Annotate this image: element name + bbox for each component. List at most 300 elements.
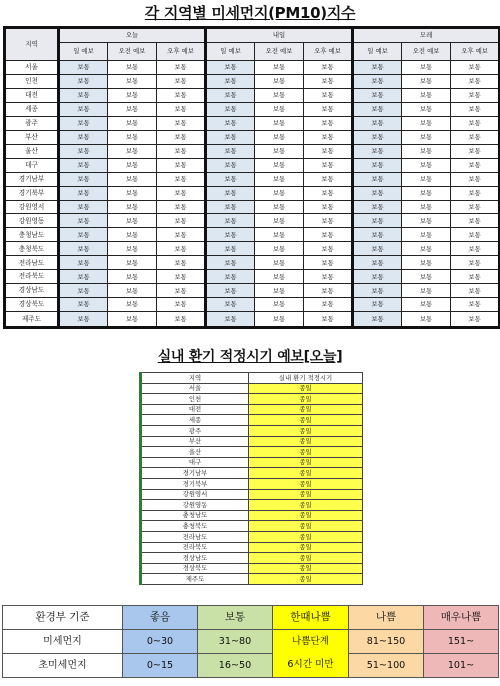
forecast-value-cell: 보통: [108, 270, 157, 284]
forecast-value-cell: 보통: [402, 214, 451, 228]
legend-temporary-bad-line1: 나쁨단계: [291, 636, 330, 648]
forecast-row: [5, 200, 500, 214]
ventilation-row: [141, 394, 363, 405]
forecast-value-cell: 보통: [108, 116, 157, 130]
forecast-value-cell: 보통: [402, 88, 451, 102]
legend-pm10-normal: 31~80: [198, 630, 273, 654]
forecast-value-cell: 보통: [451, 312, 500, 328]
forecast-value-cell: 보통: [206, 74, 255, 88]
ventilation-row: [141, 436, 363, 447]
forecast-row: [5, 214, 500, 228]
forecast-value-cell: 보통: [255, 298, 304, 312]
forecast-value-cell: 보통: [353, 214, 402, 228]
region-cell: 울산: [5, 144, 59, 158]
forecast-value-cell: 보통: [304, 158, 353, 172]
forecast-type-header: 오전 예보: [108, 43, 157, 61]
forecast-value-cell: 보통: [353, 284, 402, 298]
forecast-value-cell: 보통: [353, 88, 402, 102]
forecast-value-cell: 보통: [255, 186, 304, 200]
ventilation-time-cell: 종일: [249, 478, 363, 489]
ventilation-region-cell: 서울: [141, 383, 249, 394]
forecast-value-cell: 보통: [59, 200, 108, 214]
forecast-value-cell: 보통: [206, 200, 255, 214]
forecast-value-cell: 보통: [304, 270, 353, 284]
ventilation-row: [141, 383, 363, 394]
ventilation-time-cell: 종일: [249, 531, 363, 542]
forecast-value-cell: 보통: [353, 256, 402, 270]
ventilation-time-cell: 종일: [249, 574, 363, 585]
forecast-value-cell: 보통: [59, 298, 108, 312]
legend-pm25-good: 0~15: [123, 654, 198, 678]
forecast-value-cell: 보통: [353, 172, 402, 186]
forecast-value-cell: 보통: [402, 284, 451, 298]
forecast-value-cell: 보통: [108, 102, 157, 116]
forecast-value-cell: 보통: [255, 228, 304, 242]
forecast-value-cell: 보통: [304, 284, 353, 298]
legend-standard-label: 환경부 기준: [3, 606, 123, 630]
forecast-value-cell: 보통: [353, 270, 402, 284]
forecast-value-cell: 보통: [59, 158, 108, 172]
forecast-value-cell: 보통: [304, 298, 353, 312]
forecast-value-cell: 보통: [59, 116, 108, 130]
region-cell: 충청북도: [5, 242, 59, 256]
forecast-value-cell: 보통: [255, 242, 304, 256]
forecast-value-cell: 보통: [402, 228, 451, 242]
ventilation-time-cell: 종일: [249, 489, 363, 500]
forecast-value-cell: 보통: [304, 130, 353, 144]
ventilation-region-cell: 경기남부: [141, 468, 249, 479]
legend-temporary-bad-line2: 6시간 미만: [287, 659, 334, 671]
forecast-value-cell: 보통: [108, 242, 157, 256]
forecast-value-cell: 보통: [451, 88, 500, 102]
forecast-value-cell: 보통: [206, 186, 255, 200]
forecast-value-cell: 보통: [451, 116, 500, 130]
forecast-value-cell: 보통: [451, 144, 500, 158]
ventilation-time-cell: 종일: [249, 500, 363, 511]
forecast-value-cell: 보통: [157, 214, 206, 228]
forecast-value-cell: 보통: [451, 256, 500, 270]
forecast-value-cell: 보통: [304, 102, 353, 116]
forecast-value-cell: 보통: [206, 214, 255, 228]
region-cell: 부산: [5, 130, 59, 144]
forecast-value-cell: 보통: [451, 214, 500, 228]
forecast-value-cell: 보통: [304, 186, 353, 200]
region-cell: 전라남도: [5, 256, 59, 270]
standards-legend-table: [2, 605, 499, 678]
forecast-value-cell: 보통: [157, 130, 206, 144]
forecast-value-cell: 보통: [304, 228, 353, 242]
legend-pm25-label: 초미세먼지: [3, 654, 123, 678]
forecast-value-cell: 보통: [59, 284, 108, 298]
forecast-value-cell: 보통: [255, 270, 304, 284]
forecast-value-cell: 보통: [304, 144, 353, 158]
forecast-value-cell: 보통: [108, 74, 157, 88]
forecast-value-cell: 보통: [402, 256, 451, 270]
ventilation-region-cell: 대구: [141, 457, 249, 468]
forecast-value-cell: 보통: [157, 158, 206, 172]
forecast-value-cell: 보통: [255, 256, 304, 270]
ventilation-region-cell: 경기북부: [141, 478, 249, 489]
ventilation-time-cell: 종일: [249, 415, 363, 426]
forecast-value-cell: 보통: [255, 214, 304, 228]
forecast-value-cell: 보통: [353, 116, 402, 130]
forecast-value-cell: 보통: [206, 144, 255, 158]
forecast-value-cell: 보통: [157, 102, 206, 116]
forecast-value-cell: 보통: [59, 270, 108, 284]
forecast-value-cell: 보통: [353, 144, 402, 158]
forecast-value-cell: 보통: [108, 256, 157, 270]
forecast-value-cell: 보통: [451, 74, 500, 88]
ventilation-time-cell: 종일: [249, 510, 363, 521]
forecast-table-container: [3, 26, 497, 329]
forecast-row: [5, 270, 500, 284]
ventilation-table: [139, 372, 363, 585]
forecast-value-cell: 보통: [59, 130, 108, 144]
forecast-value-cell: 보통: [255, 116, 304, 130]
forecast-value-cell: 보통: [451, 228, 500, 242]
ventilation-row: [141, 447, 363, 458]
forecast-value-cell: 보통: [59, 186, 108, 200]
forecast-value-cell: 보통: [108, 228, 157, 242]
forecast-value-cell: 보통: [402, 130, 451, 144]
ventilation-time-cell: 종일: [249, 394, 363, 405]
forecast-value-cell: 보통: [353, 61, 402, 75]
ventilation-row: [141, 574, 363, 585]
ventilation-region-cell: 부산: [141, 436, 249, 447]
region-cell: 인천: [5, 74, 59, 88]
forecast-value-cell: 보통: [59, 102, 108, 116]
forecast-type-header: 오전 예보: [402, 43, 451, 61]
forecast-value-cell: 보통: [402, 186, 451, 200]
ventilation-row: [141, 425, 363, 436]
forecast-value-cell: 보통: [255, 158, 304, 172]
ventilation-region-cell: 세종: [141, 415, 249, 426]
legend-temporary-bad-header: 한때나쁨: [273, 606, 349, 630]
forecast-value-cell: 보통: [59, 214, 108, 228]
forecast-row: [5, 284, 500, 298]
legend-pm10-label: 미세먼지: [3, 630, 123, 654]
forecast-value-cell: 보통: [451, 284, 500, 298]
forecast-value-cell: 보통: [353, 74, 402, 88]
forecast-value-cell: 보통: [255, 88, 304, 102]
ventilation-region-cell: 강원영서: [141, 489, 249, 500]
forecast-value-cell: 보통: [157, 186, 206, 200]
ventilation-region-cell: 경상남도: [141, 553, 249, 564]
forecast-type-header: 오후 예보: [157, 43, 206, 61]
ventilation-time-cell: 종일: [249, 553, 363, 564]
forecast-type-header: 오후 예보: [451, 43, 500, 61]
forecast-value-cell: 보통: [353, 186, 402, 200]
forecast-value-cell: 보통: [255, 61, 304, 75]
forecast-row: [5, 298, 500, 312]
legend-normal-header: 보통: [198, 606, 273, 630]
forecast-value-cell: 보통: [206, 312, 255, 328]
forecast-value-cell: 보통: [451, 102, 500, 116]
day-group-header: 내일: [206, 28, 353, 43]
forecast-row: [5, 312, 500, 328]
region-cell: 강원영서: [5, 200, 59, 214]
region-cell: 충청남도: [5, 228, 59, 242]
forecast-value-cell: 보통: [206, 116, 255, 130]
forecast-value-cell: 보통: [255, 312, 304, 328]
ventilation-region-header: 지역: [141, 373, 249, 384]
forecast-value-cell: 보통: [402, 200, 451, 214]
forecast-row: [5, 172, 500, 186]
forecast-value-cell: 보통: [157, 256, 206, 270]
forecast-value-cell: 보통: [255, 200, 304, 214]
region-cell: 경기남부: [5, 172, 59, 186]
forecast-value-cell: 보통: [402, 102, 451, 116]
forecast-value-cell: 보통: [451, 186, 500, 200]
ventilation-row: [141, 531, 363, 542]
forecast-value-cell: 보통: [255, 172, 304, 186]
region-cell: 경상남도: [5, 284, 59, 298]
forecast-value-cell: 보통: [157, 74, 206, 88]
ventilation-region-cell: 충청남도: [141, 510, 249, 521]
ventilation-row: [141, 510, 363, 521]
forecast-value-cell: 보통: [108, 200, 157, 214]
ventilation-time-cell: 종일: [249, 521, 363, 532]
legend-temporary-bad-range: [273, 630, 349, 678]
ventilation-time-cell: 종일: [249, 542, 363, 553]
ventilation-region-cell: 전라북도: [141, 542, 249, 553]
forecast-value-cell: 보통: [108, 158, 157, 172]
legend-pm25-normal: 16~50: [198, 654, 273, 678]
forecast-value-cell: 보통: [157, 228, 206, 242]
forecast-value-cell: 보통: [157, 270, 206, 284]
region-column-header: 지역: [5, 28, 59, 61]
forecast-value-cell: 보통: [402, 312, 451, 328]
forecast-value-cell: 보통: [451, 200, 500, 214]
region-cell: 대전: [5, 88, 59, 102]
forecast-value-cell: 보통: [206, 270, 255, 284]
forecast-value-cell: 보통: [157, 200, 206, 214]
forecast-value-cell: 보통: [206, 172, 255, 186]
ventilation-time-cell: 종일: [249, 563, 363, 574]
ventilation-region-cell: 광주: [141, 425, 249, 436]
legend-good-header: 좋음: [123, 606, 198, 630]
forecast-value-cell: 보통: [304, 312, 353, 328]
forecast-value-cell: 보통: [59, 256, 108, 270]
forecast-type-header: 일 예보: [206, 43, 255, 61]
forecast-row: [5, 88, 500, 102]
forecast-value-cell: 보통: [59, 144, 108, 158]
forecast-row: [5, 61, 500, 75]
forecast-value-cell: 보통: [206, 284, 255, 298]
region-cell: 세종: [5, 102, 59, 116]
region-cell: 광주: [5, 116, 59, 130]
forecast-value-cell: 보통: [108, 130, 157, 144]
forecast-value-cell: 보통: [108, 186, 157, 200]
ventilation-region-cell: 경상북도: [141, 563, 249, 574]
ventilation-region-cell: 대전: [141, 404, 249, 415]
ventilation-row: [141, 563, 363, 574]
ventilation-row: [141, 521, 363, 532]
forecast-value-cell: 보통: [206, 242, 255, 256]
forecast-row: [5, 130, 500, 144]
forecast-row: [5, 186, 500, 200]
ventilation-time-cell: 종일: [249, 404, 363, 415]
forecast-value-cell: 보통: [157, 242, 206, 256]
forecast-value-cell: 보통: [304, 214, 353, 228]
forecast-value-cell: 보통: [59, 88, 108, 102]
region-cell: 대구: [5, 158, 59, 172]
forecast-value-cell: 보통: [353, 158, 402, 172]
region-cell: 경상북도: [5, 298, 59, 312]
ventilation-row: [141, 500, 363, 511]
ventilation-region-cell: 제주도: [141, 574, 249, 585]
forecast-value-cell: 보통: [157, 61, 206, 75]
forecast-value-cell: 보통: [59, 172, 108, 186]
region-cell: 강원영동: [5, 214, 59, 228]
ventilation-time-cell: 종일: [249, 436, 363, 447]
forecast-value-cell: 보통: [206, 256, 255, 270]
forecast-value-cell: 보통: [108, 88, 157, 102]
forecast-value-cell: 보통: [402, 298, 451, 312]
ventilation-region-cell: 전라남도: [141, 531, 249, 542]
forecast-value-cell: 보통: [304, 200, 353, 214]
forecast-value-cell: 보통: [353, 130, 402, 144]
forecast-value-cell: 보통: [304, 256, 353, 270]
day-group-header: 모레: [353, 28, 500, 43]
ventilation-row: [141, 468, 363, 479]
ventilation-row: [141, 489, 363, 500]
ventilation-row: [141, 478, 363, 489]
forecast-row: [5, 228, 500, 242]
forecast-value-cell: 보통: [108, 298, 157, 312]
ventilation-time-cell: 종일: [249, 447, 363, 458]
forecast-value-cell: 보통: [59, 74, 108, 88]
forecast-value-cell: 보통: [108, 144, 157, 158]
forecast-type-header: 일 예보: [353, 43, 402, 61]
forecast-value-cell: 보통: [59, 242, 108, 256]
forecast-value-cell: 보통: [353, 312, 402, 328]
forecast-value-cell: 보통: [59, 61, 108, 75]
forecast-value-cell: 보통: [353, 242, 402, 256]
ventilation-time-cell: 종일: [249, 383, 363, 394]
ventilation-region-cell: 충청북도: [141, 521, 249, 532]
legend-pm25-very-bad: 101~: [424, 654, 499, 678]
forecast-value-cell: 보통: [451, 242, 500, 256]
forecast-value-cell: 보통: [353, 228, 402, 242]
forecast-value-cell: 보통: [108, 61, 157, 75]
forecast-value-cell: 보통: [206, 88, 255, 102]
day-group-header: 오늘: [59, 28, 206, 43]
ventilation-time-header: 실내 환기 적정시기: [249, 373, 363, 384]
forecast-row: [5, 158, 500, 172]
forecast-value-cell: 보통: [353, 200, 402, 214]
forecast-value-cell: 보통: [402, 61, 451, 75]
ventilation-title: 실내 환기 적정시기 예보[오늘]: [157, 349, 343, 365]
region-cell: 제주도: [5, 312, 59, 328]
forecast-value-cell: 보통: [108, 312, 157, 328]
forecast-value-cell: 보통: [157, 298, 206, 312]
forecast-type-header: 일 예보: [59, 43, 108, 61]
forecast-value-cell: 보통: [451, 172, 500, 186]
ventilation-region-cell: 울산: [141, 447, 249, 458]
forecast-value-cell: 보통: [108, 172, 157, 186]
forecast-type-header: 오전 예보: [255, 43, 304, 61]
region-cell: 전라북도: [5, 270, 59, 284]
forecast-value-cell: 보통: [206, 130, 255, 144]
legend-pm10-very-bad: 151~: [424, 630, 499, 654]
ventilation-row: [141, 553, 363, 564]
forecast-value-cell: 보통: [157, 312, 206, 328]
forecast-row: [5, 116, 500, 130]
forecast-value-cell: 보통: [402, 74, 451, 88]
forecast-value-cell: 보통: [451, 130, 500, 144]
forecast-value-cell: 보통: [451, 298, 500, 312]
legend-pm25-bad: 51~100: [349, 654, 424, 678]
forecast-value-cell: 보통: [157, 116, 206, 130]
forecast-value-cell: 보통: [206, 228, 255, 242]
forecast-value-cell: 보통: [353, 102, 402, 116]
forecast-row: [5, 102, 500, 116]
forecast-value-cell: 보통: [402, 158, 451, 172]
forecast-value-cell: 보통: [353, 298, 402, 312]
forecast-value-cell: 보통: [451, 270, 500, 284]
forecast-value-cell: 보통: [402, 172, 451, 186]
ventilation-time-cell: 종일: [249, 457, 363, 468]
forecast-value-cell: 보통: [304, 74, 353, 88]
legend-bad-header: 나쁨: [349, 606, 424, 630]
forecast-type-header: 오후 예보: [304, 43, 353, 61]
forecast-value-cell: 보통: [206, 61, 255, 75]
forecast-value-cell: 보통: [451, 61, 500, 75]
forecast-value-cell: 보통: [304, 242, 353, 256]
forecast-value-cell: 보통: [255, 130, 304, 144]
forecast-value-cell: 보통: [206, 102, 255, 116]
forecast-value-cell: 보통: [255, 102, 304, 116]
legend-very-bad-header: 매우나쁨: [424, 606, 499, 630]
forecast-row: [5, 242, 500, 256]
forecast-value-cell: 보통: [157, 284, 206, 298]
ventilation-region-cell: 인천: [141, 394, 249, 405]
page-title: 각 지역별 미세먼지(PM10)지수: [144, 4, 356, 22]
forecast-value-cell: 보통: [402, 116, 451, 130]
forecast-value-cell: 보통: [59, 312, 108, 328]
forecast-value-cell: 보통: [255, 144, 304, 158]
forecast-value-cell: 보통: [402, 270, 451, 284]
forecast-value-cell: 보통: [304, 61, 353, 75]
forecast-value-cell: 보통: [255, 74, 304, 88]
legend-pm10-good: 0~30: [123, 630, 198, 654]
forecast-value-cell: 보통: [157, 144, 206, 158]
forecast-value-cell: 보통: [108, 284, 157, 298]
forecast-value-cell: 보통: [206, 298, 255, 312]
forecast-value-cell: 보통: [402, 144, 451, 158]
forecast-value-cell: 보통: [255, 284, 304, 298]
ventilation-time-cell: 종일: [249, 468, 363, 479]
forecast-value-cell: 보통: [451, 158, 500, 172]
forecast-value-cell: 보통: [59, 228, 108, 242]
ventilation-row: [141, 457, 363, 468]
ventilation-row: [141, 404, 363, 415]
forecast-value-cell: 보통: [304, 116, 353, 130]
forecast-value-cell: 보통: [304, 88, 353, 102]
region-cell: 서울: [5, 61, 59, 75]
forecast-value-cell: 보통: [206, 158, 255, 172]
forecast-row: [5, 256, 500, 270]
forecast-value-cell: 보통: [157, 88, 206, 102]
forecast-value-cell: 보통: [402, 242, 451, 256]
forecast-row: [5, 74, 500, 88]
ventilation-row: [141, 415, 363, 426]
ventilation-time-cell: 종일: [249, 425, 363, 436]
legend-pm10-bad: 81~150: [349, 630, 424, 654]
forecast-value-cell: 보통: [304, 172, 353, 186]
pm10-forecast-table: [3, 26, 500, 329]
